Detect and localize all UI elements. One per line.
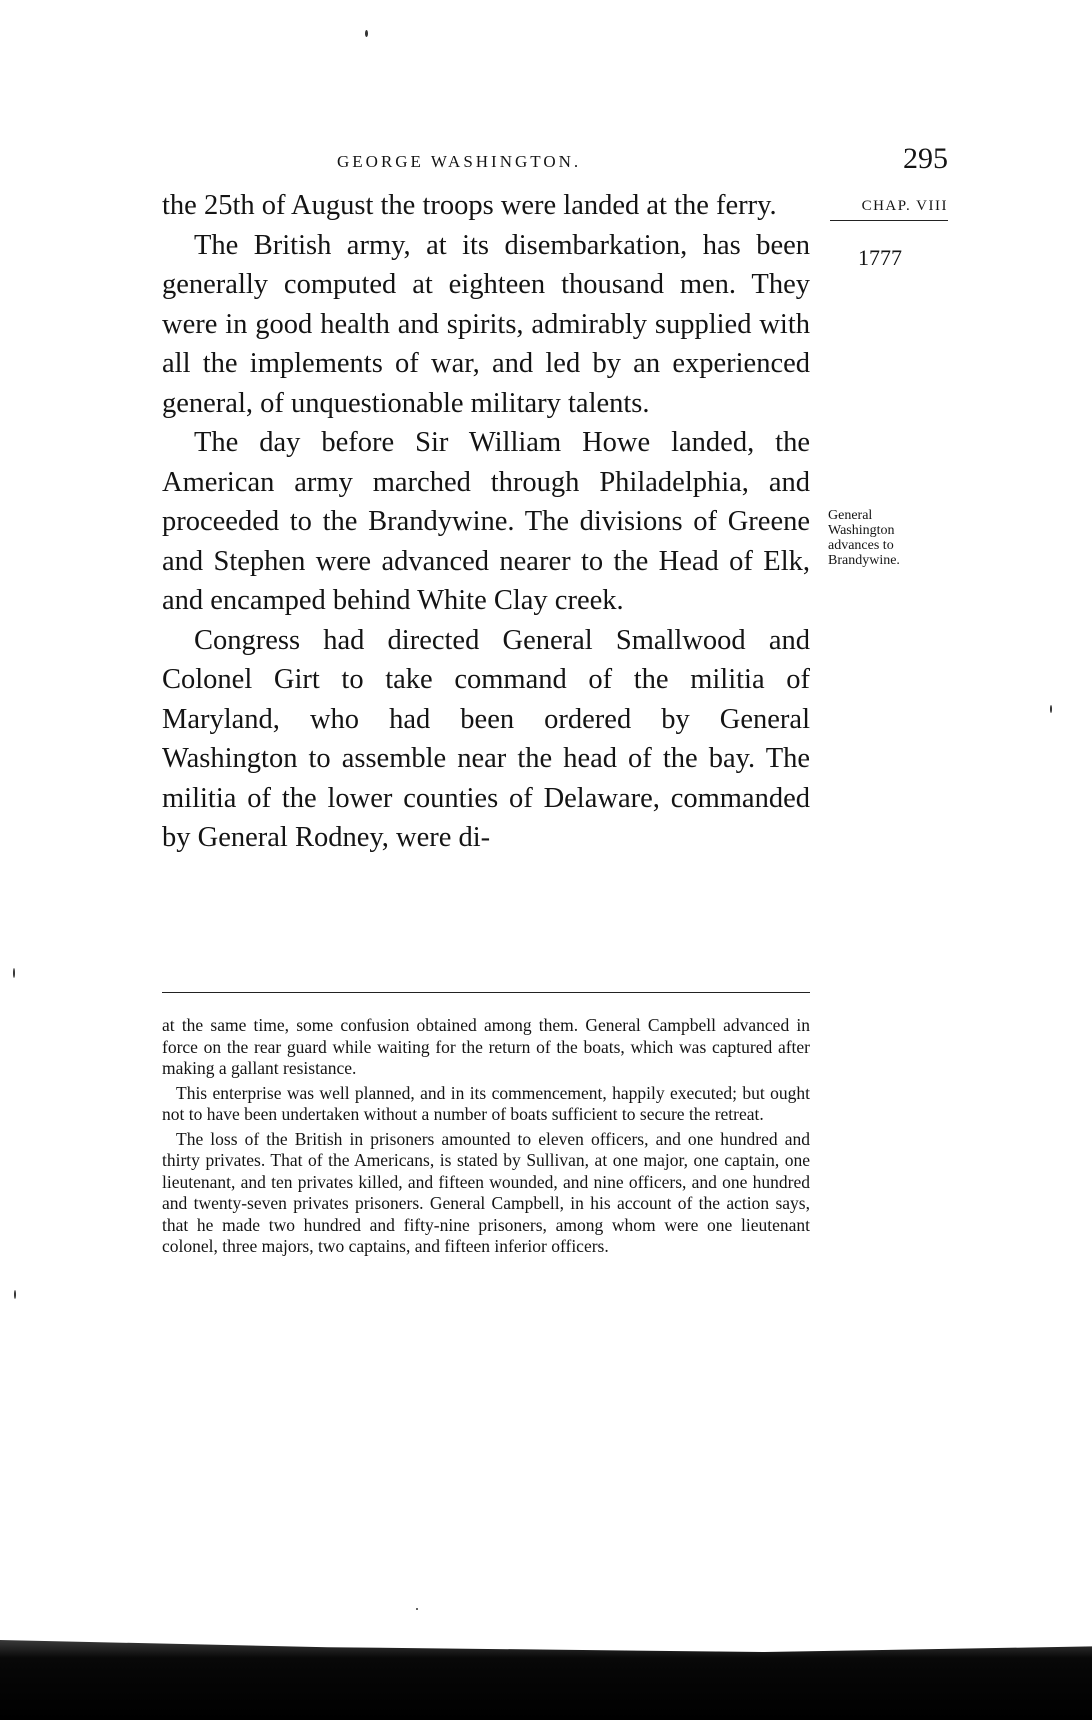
- body-paragraph: The day before Sir William Howe landed, the American army marched through Philadelphia, and proceeded to the Brandywine. The divisions of Greene and Stephen were advanced nearer to the Head of Elk, and encamped behind White Clay creek.: [162, 427, 810, 616]
- body-paragraph: the 25th of August the troops were landed at the ferry.: [162, 190, 777, 221]
- chapter-sidenote: CHAP. VIII: [830, 198, 948, 221]
- scan-speck: [365, 30, 368, 37]
- running-title: GEORGE WASHINGTON.: [337, 152, 582, 171]
- scan-speck: [416, 1608, 418, 1610]
- main-text: [162, 186, 810, 858]
- topic-line: Brandywine.: [828, 553, 900, 568]
- scan-edge: [0, 1640, 1092, 1720]
- page-number: 295: [903, 142, 948, 175]
- scan-speck: [14, 1290, 16, 1299]
- footnote-paragraph: This enterprise was well planned, and in its commencement, happily executed; but ought not to have been undertaken without a number of boats sufficient to secure the retreat.: [162, 1082, 810, 1124]
- topic-line: General: [828, 508, 873, 523]
- page-header: [162, 142, 948, 190]
- scan-speck: [1050, 705, 1052, 713]
- year-sidenote: 1777: [858, 245, 902, 270]
- body-paragraph: Congress had directed General Smallwood and Colonel Girt to take command of the militia of Maryland, who had been ordered by General Washington to assemble near the head of the bay. The militia of the lower counties of Delaware, commanded by General Rodney, were di-: [162, 624, 810, 853]
- topic-line: Washington: [828, 523, 895, 538]
- topic-line: advances to: [828, 538, 894, 553]
- topic-sidenote: [828, 508, 956, 568]
- scan-speck: [13, 968, 15, 978]
- body-paragraph: The British army, at its disembarkation, has been generally computed at eighteen thousand men. They were in good health and spirits, admirably supplied with all the implements of war, and led by an experienced general, of unquestionable military talents.: [162, 229, 810, 419]
- footnote-paragraph: at the same time, some confusion obtained among them. General Campbell advanced in force on the rear guard while waiting for the return of the boats, which was captured after making a gallant resistance.: [162, 1015, 810, 1078]
- footnotes: [162, 1015, 810, 1261]
- footnote-paragraph: The loss of the British in prisoners amounted to eleven officers, and one hundred and thirty privates. That of the Americans, is stated by Sullivan, at one major, one captain, one lieutenant, and ten privates killed, and fifteen wounded, and nine officers, and one hundred and twenty-seven privates prisoners. General Campbell, in his account of the action says, that he made two hundred and fifty-nine prisoners, among whom were one lieutenant colonel, three majors, two captains, and fifteen inferior officers.: [162, 1128, 810, 1256]
- footnote-divider: [162, 992, 810, 993]
